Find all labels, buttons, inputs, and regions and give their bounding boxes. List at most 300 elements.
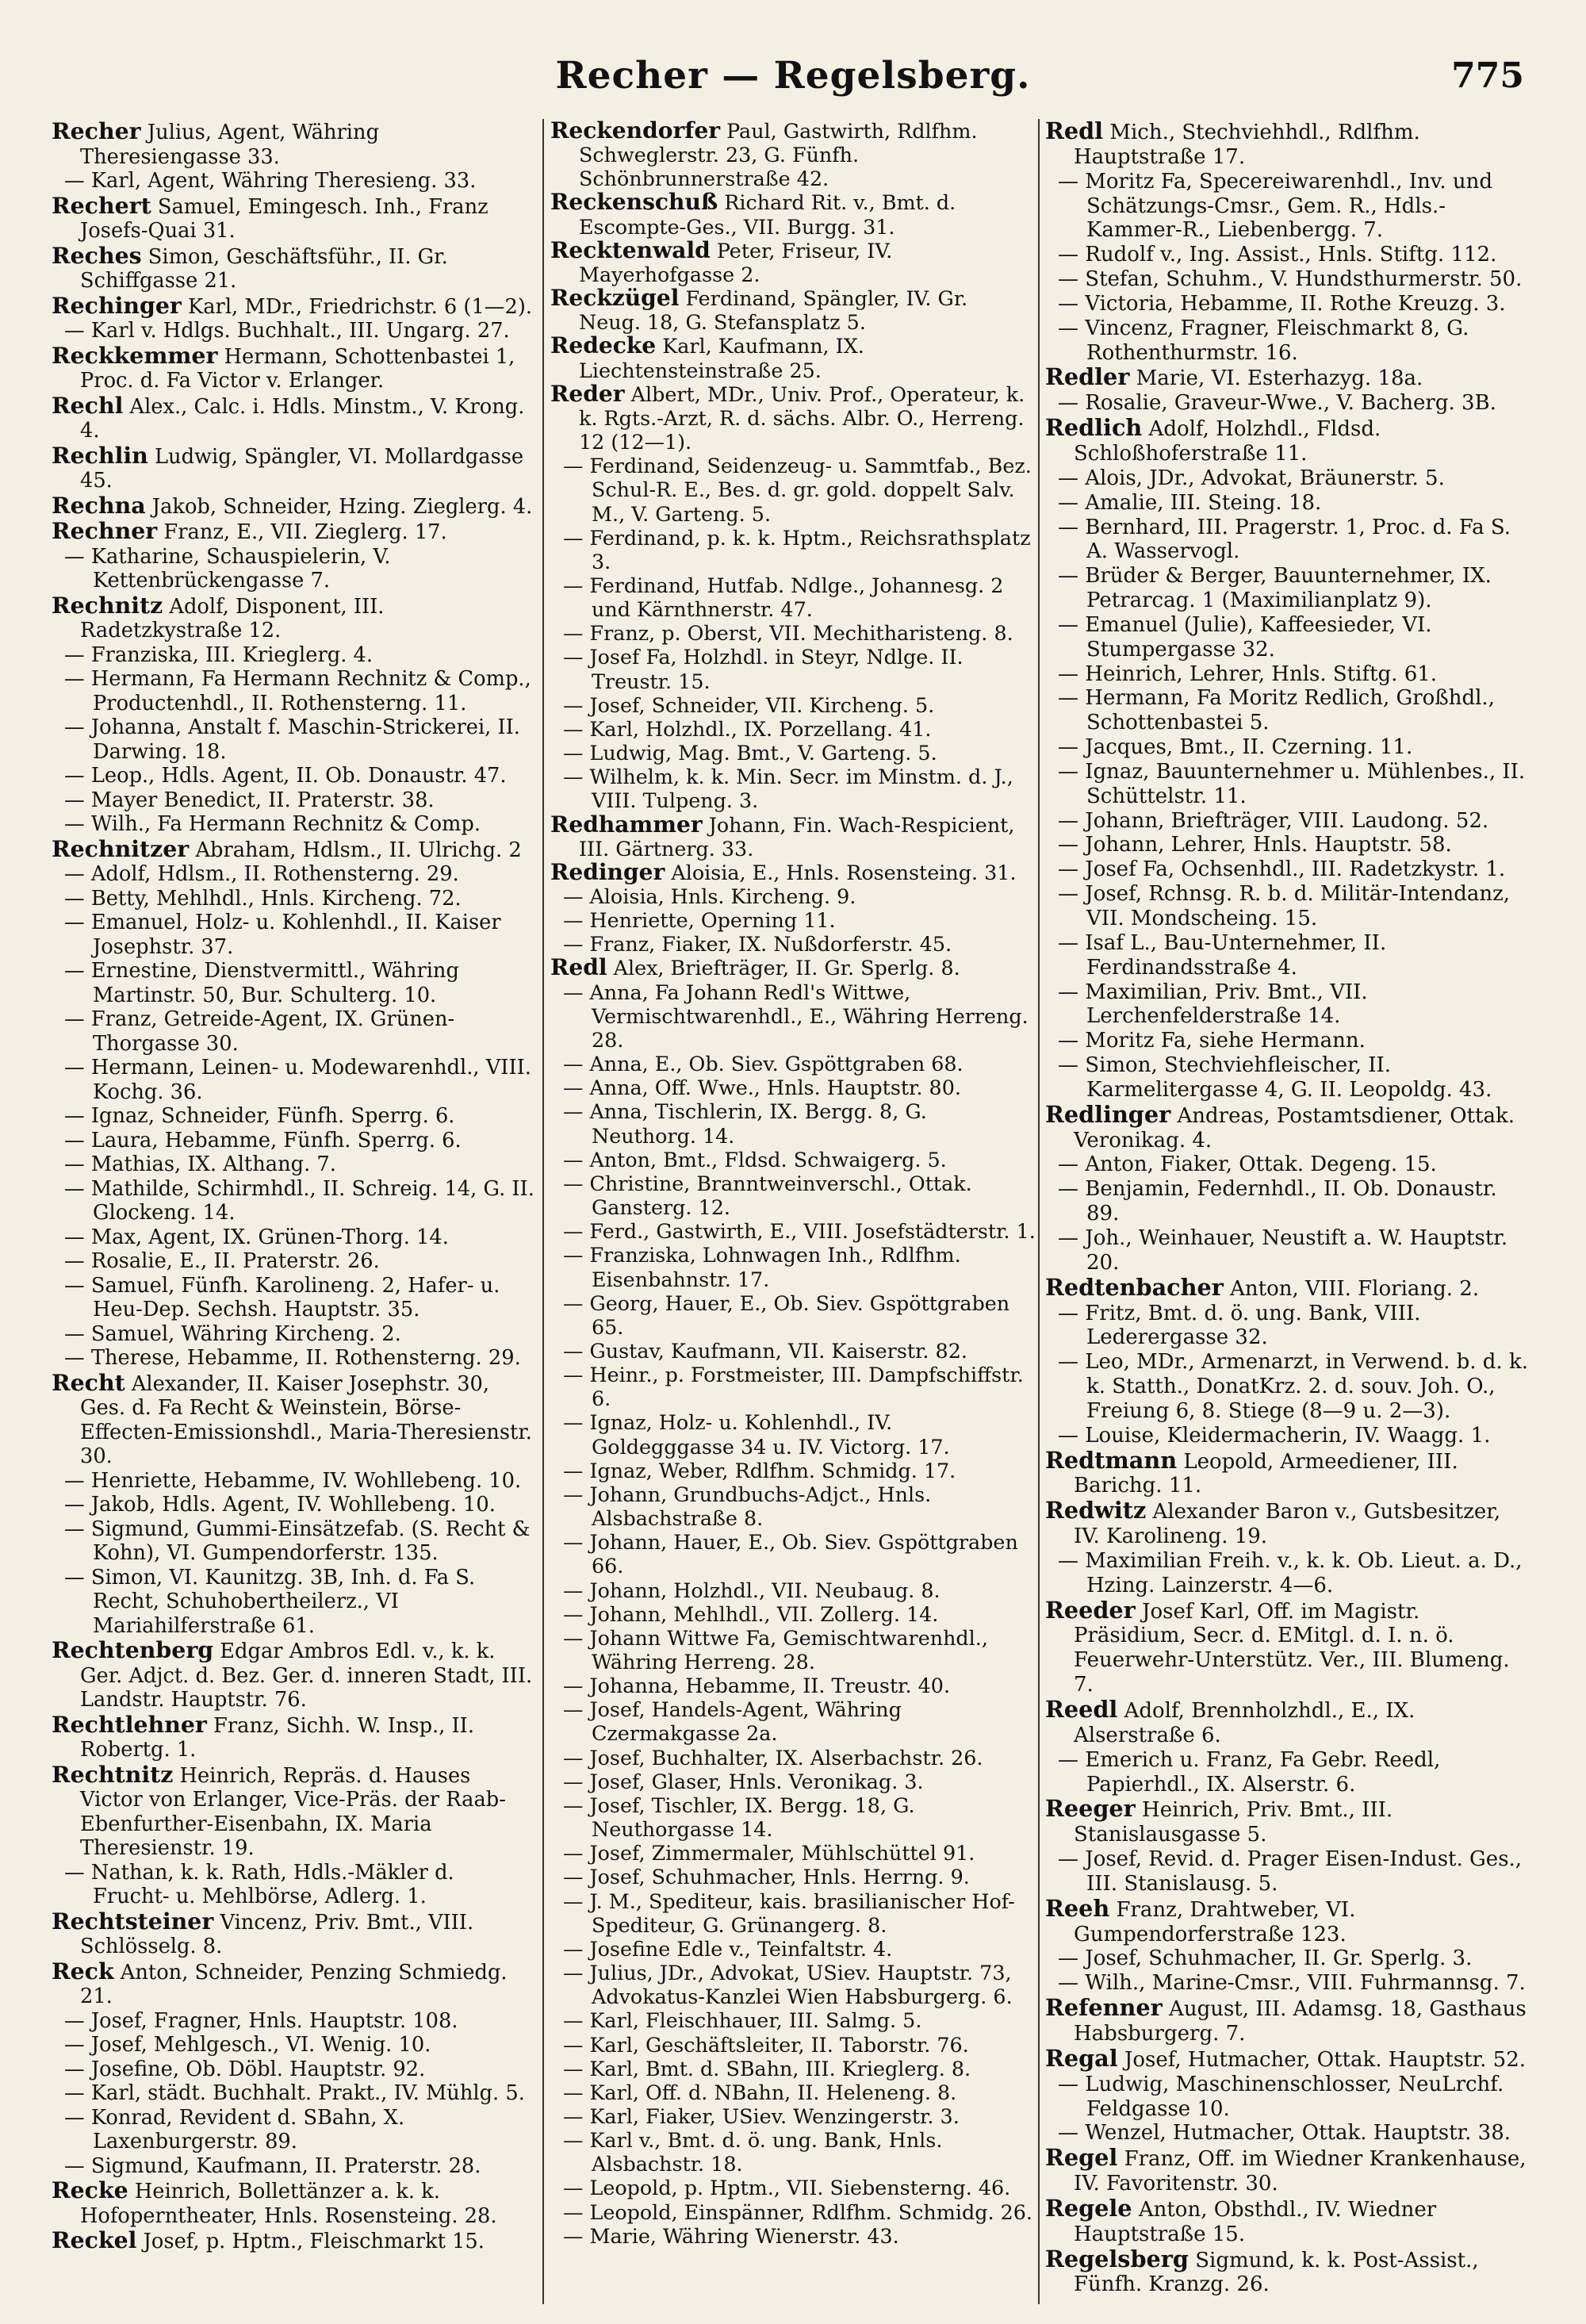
entry-details: — Johann, Hauer, E., Ob. Siev. Gspöttgraben 66. (563, 1530, 1018, 1578)
directory-entry (1045, 1946, 1532, 1971)
entry-details: — Ignaz, Weber, Rdlfhm. Schmidg. 17. (563, 1458, 956, 1482)
entry-details: Josef, p. Hptm., Fleischmarkt 15. (136, 2230, 485, 2253)
directory-entry (52, 1959, 537, 2009)
directory-entry (1045, 2073, 1532, 2122)
directory-entry (52, 1909, 537, 1959)
entry-details: Alex., Calc. i. Hdls. Minstm., V. Krong. 4. (80, 394, 525, 443)
directory-entry (1045, 2121, 1532, 2146)
directory-entry (52, 1346, 537, 1371)
entry-details: Albert, MDr., Univ. Prof., Operateur, k. k. Rgts.-Arzt, R. d. sächs. Albr. O., Herreng. 12 (12—1). (579, 382, 1025, 454)
entry-details: — Ignaz, Holz- u. Kohlenhdl., IV. Goldegggasse 34 u. IV. Victorg. 17. (563, 1410, 950, 1459)
directory-entry (1045, 1029, 1532, 1053)
entry-details: Jakob, Schneider, Hzing. Zieglerg. 4. (145, 494, 533, 519)
directory-entry (550, 2104, 1036, 2128)
entry-details: — Marie, Währing Wienerstr. 43. (563, 2223, 899, 2248)
directory-entry (1045, 365, 1532, 391)
entry-surname: Redl (550, 954, 607, 981)
directory-entry (550, 1961, 1036, 2008)
entry-details: Heinrich, Bollettänzer a. k. k. Hofoperntheater, Hnls. Rosensteing. 28. (80, 2180, 497, 2228)
directory-entry (550, 1889, 1036, 1937)
entry-details: — Josef, Schuhmacher, Hnls. Herrng. 9. (563, 1865, 970, 1889)
directory-entry (52, 1249, 537, 1274)
entry-details: — Gustav, Kaufmann, VII. Kaiserstr. 82. (563, 1338, 967, 1363)
directory-entry (52, 393, 537, 443)
directory-entry (52, 1322, 537, 1347)
entry-surname: Redlinger (1045, 1100, 1171, 1128)
entry-details: — Jacques, Bmt., II. Czerning. 11. (1058, 735, 1413, 760)
entry-details: — Aloisia, Hnls. Kircheng. 9. (563, 884, 856, 908)
entry-details: — Josef, Mehlgesch., VI. Wenig. 10. (64, 2033, 431, 2057)
entry-details: — Maximilian Freih. v., k. k. Ob. Lieut. a. D., Hzing. Lainzerstr. 4—6. (1058, 1548, 1523, 1597)
entry-details: — Rosalie, E., II. Praterstr. 26. (64, 1249, 380, 1273)
directory-entry (52, 764, 537, 788)
directory-entry (1045, 931, 1532, 980)
entry-details: Alexander, II. Kaiser Josephstr. 30, Ges. d. Fa Recht & Weinstein, Börse-Effecten-Emissionshdl., Maria-Theresienstr. 30. (80, 1371, 532, 1468)
directory-entry (1045, 1100, 1532, 1153)
directory-entry (52, 191, 537, 244)
entry-details: — Simon, Stechviehfleischer, II. Karmelitergasse 4, G. II. Leopoldg. 43. (1058, 1053, 1492, 1102)
entry-details: — Simon, VI. Kaunitzg. 3B, Inh. d. Fa S. Recht, Schuhobertheilerz., VI Mariahilferstraße 61. (64, 1565, 476, 1638)
directory-entry (1045, 1847, 1532, 1896)
entry-surname: Regel (1045, 2144, 1118, 2172)
directory-entry (52, 443, 537, 493)
directory-entry (1045, 466, 1532, 491)
directory-entry (1045, 1448, 1532, 1499)
entry-details: — Josef Fa, Ochsenhdl., III. Radetzkystr. 1. (1058, 857, 1506, 882)
entry-details: — Hermann, Leinen- u. Modewarenhdl., VIII. Kochg. 36. (64, 1056, 531, 1104)
directory-entry (550, 1219, 1036, 1243)
entry-details: — Wenzel, Hutmacher, Ottak. Hauptstr. 38. (1058, 2121, 1511, 2146)
entry-details: Anton, Obsthdl., IV. Wiedner Hauptstraße 15. (1074, 2197, 1437, 2246)
directory-entry (52, 493, 537, 520)
directory-entry (550, 1674, 1036, 1697)
entry-surname: Recktenwald (550, 236, 711, 263)
directory-entry (52, 1056, 537, 1104)
entry-surname: Reckendorfer (550, 119, 721, 144)
directory-entry (550, 693, 1036, 717)
directory-entry (550, 1076, 1036, 1099)
entry-details: Adolf, Holzhdl., Fldsd. Schloßhoferstraße 11. (1074, 417, 1381, 466)
entry-details: — Karl, Agent, Währing Theresieng. 33. (64, 169, 477, 193)
directory-entry (52, 643, 537, 668)
directory-entry (52, 593, 537, 643)
entry-details: — Josef, Revid. d. Prager Eisen-Indust. Ges., III. Stanislausg. 5. (1058, 1847, 1523, 1896)
directory-entry (1045, 1549, 1532, 1598)
directory-entry (550, 717, 1036, 741)
directory-entry (1045, 1350, 1532, 1424)
entry-details: — Louise, Kleidermacherin, IV. Waagg. 1. (1058, 1423, 1491, 1448)
entry-surname: Reckenschuß (550, 189, 718, 216)
directory-entry (52, 911, 537, 959)
entry-details: Paul, Gastwirth, Rdlfhm. Schweglerstr. 23, G. Fünfh. Schönbrunnerstraße 42. (579, 119, 978, 191)
directory-entry (1045, 1797, 1532, 1847)
directory-entry (52, 2228, 537, 2254)
entry-details: — Adolf, Hdlsm., II. Rothensterng. 29. (64, 862, 459, 886)
directory-entry (52, 788, 537, 813)
directory-entry (52, 1225, 537, 1250)
entry-surname: Redler (1045, 363, 1130, 391)
column-divider (542, 119, 544, 2304)
directory-entry (1045, 1226, 1532, 1275)
entry-surname: Redecke (550, 332, 657, 359)
directory-entry (550, 1937, 1036, 1961)
entry-surname: Rechl (52, 391, 124, 419)
directory-entry (550, 1291, 1036, 1339)
entry-surname: Redl (1045, 119, 1104, 144)
entry-details: — Franz, Fiaker, IX. Nußdorferstr. 45. (563, 932, 952, 957)
entry-details: Adolf, Disponent, III. Radetzkystraße 12. (80, 594, 385, 642)
entry-details: Richard Rit. v., Bmt. d. Escompte-Ges., VII. Burgg. 31. (579, 190, 956, 239)
entry-details: — Leo, MDr., Armenarzt, in Verwend. b. d. k. k. Statth., DonatKrz. 2. d. souv. Joh. O., Freiung 6, 8. Stiege (8—9 u. 2—3). (1058, 1350, 1528, 1423)
directory-entry (550, 454, 1036, 525)
entry-details: — Stefan, Schuhm., V. Hundsthurmerstr. 50. (1058, 267, 1523, 292)
entry-details: — J. M., Spediteur, kais. brasilianischer Hof-Spediteur, G. Grünangerg. 8. (563, 1889, 1015, 1937)
directory-entry (1045, 1275, 1532, 1302)
entry-surname: Rechnitz (52, 591, 163, 619)
entry-details: — Moritz Fa, siehe Hermann. (1058, 1029, 1366, 1053)
directory-entry (1045, 516, 1532, 565)
entry-details: — Josef, Glaser, Hnls. Veronikag. 3. (563, 1769, 924, 1793)
directory-entry (1045, 292, 1532, 316)
directory-entry (52, 1762, 537, 1861)
entry-details: — Emanuel, Holz- u. Kohlenhdl., II. Kaiser Josephstr. 37. (64, 911, 501, 959)
directory-entry (1045, 491, 1532, 516)
entry-details: — Maximilian, Priv. Bmt., VII. Lerchenfelderstraße 14. (1058, 980, 1368, 1029)
directory-entry (52, 1517, 537, 1566)
entry-details: — Franz, p. Oberst, VII. Mechitharisteng. 8. (563, 621, 1013, 646)
directory-entry (550, 621, 1036, 645)
entry-details: Johann, Fin. Wach-Respicient, III. Gärtnerg. 33. (579, 812, 1015, 861)
directory-entry (550, 1865, 1036, 1889)
directory-entry (1045, 416, 1532, 466)
entry-surname: Reckzügel (550, 285, 680, 312)
directory-entry (52, 812, 537, 837)
entry-details: Aloisia, E., Hnls. Rosensteing. 31. (665, 860, 1017, 884)
entry-details: — Georg, Hauer, E., Ob. Siev. Gspöttgraben 65. (563, 1290, 1010, 1339)
directory-entry (52, 1638, 537, 1712)
entry-surname: Redlich (1045, 414, 1143, 442)
directory-entry (52, 519, 537, 545)
directory-entry (550, 2057, 1036, 2080)
entry-surname: Regele (1045, 2194, 1132, 2222)
directory-entry (52, 2057, 537, 2082)
entry-surname: Rechtsteiner (52, 1907, 214, 1935)
page-header (0, 32, 1586, 111)
entry-details: — Josef, Rchnsg. R. b. d. Militär-Intendanz, VII. Mondscheing. 15. (1058, 882, 1511, 930)
directory-entry (550, 1530, 1036, 1578)
page-number: 775 (1451, 56, 1524, 96)
entry-details: Alex, Briefträger, II. Gr. Sperlg. 8. (607, 956, 960, 980)
entry-details: — Josefine, Ob. Döbl. Hauptstr. 92. (64, 2057, 426, 2081)
directory-entry (550, 884, 1036, 908)
entry-surname: Reck (52, 1957, 114, 1985)
entry-details: — Josef, Fragner, Hnls. Hauptstr. 108. (64, 2008, 458, 2033)
page-title: Recher — Regelsberg. (555, 54, 1031, 98)
directory-entry (550, 2033, 1036, 2057)
entry-details: — Rosalie, Graveur-Wwe., V. Bacherg. 3B. (1058, 391, 1496, 416)
directory-entry (1045, 119, 1532, 170)
directory-entry (1045, 882, 1532, 931)
directory-entry (550, 2200, 1036, 2224)
directory-entry (52, 1152, 537, 1177)
entry-details: August, III. Adamsg. 18, Gasthaus Habsburgerg. 7. (1074, 1997, 1527, 2046)
column-divider (1038, 119, 1040, 2304)
entry-details: — Johann Wittwe Fa, Gemischtwarenhdl., Währing Herreng. 28. (563, 1625, 988, 1674)
entry-details: Franz, Off. im Wiedner Krankenhause, IV. Favoritenstr. 30. (1074, 2147, 1527, 2196)
directory-entry (52, 1274, 537, 1322)
entry-details: — Laura, Hebamme, Fünfh. Sperrg. 6. (64, 1128, 462, 1152)
entry-details: Leopold, Armeediener, III. Barichg. 11. (1074, 1449, 1458, 1498)
entry-details: — Heinr., p. Forstmeister, III. Dampfschiffstr. 6. (563, 1363, 1024, 1411)
entry-details: Hermann, Schottenbastei 1, Proc. d. Fa Victor v. Erlanger. (80, 344, 515, 393)
directory-entry (1045, 2046, 1532, 2073)
entry-details: Andreas, Postamtsdiener, Ottak. Veronikag. 4. (1074, 1103, 1515, 1152)
entry-details: — Mathias, IX. Althang. 7. (64, 1152, 336, 1176)
entry-details: Abraham, Hdlsm., II. Ulrichg. 2 (189, 838, 522, 862)
entry-details: — Ludwig, Maschinenschlosser, NeuLrchf. Feldgasse 10. (1058, 2072, 1504, 2121)
directory-entry (1045, 2196, 1532, 2247)
entry-details: Alexander Baron v., Gutsbesitzer, IV. Karolineng. 19. (1074, 1500, 1501, 1549)
entry-details: Josef Karl, Off. im Magistr. Präsidium, Secr. d. EMitgl. d. I. n. ö. Feuerwehr-Unterstütz. Ver., III. Blumeng. 7. (1074, 1599, 1510, 1697)
directory-entry (550, 1243, 1036, 1290)
directory-entry (1045, 735, 1532, 760)
entry-details: — Bernhard, III. Pragerstr. 1, Proc. d. Fa S. A. Wasservogl. (1058, 515, 1511, 564)
directory-entry (1045, 170, 1532, 244)
directory-entry (550, 1482, 1036, 1530)
directory-entry (550, 119, 1036, 190)
entry-details: — Johann, Holzhdl., VII. Neubaug. 8. (563, 1578, 940, 1602)
entry-details: — Emerich u. Franz, Fa Gebr. Reedl, Papierhdl., IX. Alserstr. 6. (1058, 1747, 1441, 1797)
directory-entry (550, 2128, 1036, 2176)
directory-entry (52, 2081, 537, 2106)
entry-details: — Karl, Fleischhauer, III. Salmg. 5. (563, 2008, 922, 2033)
entry-details: — Johanna, Hebamme, II. Treustr. 40. (563, 1674, 951, 1698)
entry-surname: Reches (52, 241, 142, 269)
entry-details: — Johanna, Anstalt f. Maschin-Strickerei, II. Darwing. 18. (64, 715, 520, 764)
entry-surname: Rechtenberg (52, 1636, 214, 1663)
entry-surname: Rechinger (52, 291, 182, 319)
directory-entry (550, 645, 1036, 692)
entry-details: Vincenz, Priv. Bmt., VIII. Schlösselg. 8. (80, 1910, 474, 1958)
entry-details: Karl, Kaufmann, IX. Liechtensteinstraße 25. (579, 334, 864, 382)
directory-entry (1045, 2247, 1532, 2298)
entry-details: — Anna, Fa Johann Redl's Wittwe, Vermischtwarenhdl., E., Währing Herreng. 28. (563, 980, 1029, 1052)
entry-details: Anton, Schneider, Penzing Schmiedg. 21. (80, 1960, 508, 2008)
entry-details: — Vincenz, Fragner, Fleischmarkt 8, G. Rothenthurmstr. 16. (1058, 316, 1469, 365)
entry-surname: Recht (52, 1368, 125, 1396)
entry-surname: Redtenbacher (1045, 1273, 1224, 1301)
entry-details: Franz, Drahtweber, VI. Gumpendorferstraße 123. (1074, 1897, 1356, 1946)
directory-entry (550, 1626, 1036, 1674)
entry-details: — Karl, Fiaker, USiev. Wenzingerstr. 3. (563, 2103, 960, 2128)
directory-entry (550, 1363, 1036, 1410)
directory-entry (1045, 1053, 1532, 1103)
directory-entry (52, 1177, 537, 1225)
directory-entry (550, 1841, 1036, 1865)
entry-details: — Karl, Off. d. NBahn, II. Heleneng. 8. (563, 2080, 957, 2104)
directory-entry (1045, 1996, 1532, 2046)
directory-entry (1045, 1177, 1532, 1226)
entry-surname: Rechner (52, 517, 158, 544)
entry-details: — Karl, Holzhdl., IX. Porzellang. 41. (563, 716, 932, 741)
entry-details: — Mathilde, Schirmhdl., II. Schreig. 14, G. II. Glockeng. 14. (64, 1176, 534, 1225)
entry-details: — Josef, Tischler, IX. Bergg. 18, G. Neuthorgasse 14. (563, 1793, 915, 1842)
directory-entry (1045, 267, 1532, 292)
entry-surname: Redinger (550, 858, 665, 885)
column-right (1045, 119, 1532, 2308)
entry-surname: Rechlin (52, 441, 148, 469)
directory-entry (550, 765, 1036, 812)
directory-entry (52, 545, 537, 593)
entry-surname: Reckel (52, 2226, 137, 2253)
directory-entry (52, 1712, 537, 1762)
entry-details: — Leopold, p. Hptm., VII. Siebensterng. 46. (563, 2176, 1011, 2200)
directory-entry (52, 1007, 537, 1056)
entry-details: — Karl, städt. Buchhalt. Prakt., IV. Mühlg. 5. (64, 2081, 525, 2105)
entry-details: — Jakob, Hdls. Agent, IV. Wohllebeng. 10. (64, 1493, 496, 1517)
directory-entry (1045, 760, 1532, 809)
directory-entry (550, 526, 1036, 573)
directory-entry (550, 1746, 1036, 1770)
entry-details: — Max, Agent, IX. Grünen-Thorg. 14. (64, 1225, 449, 1249)
entry-details: — Anton, Bmt., Fldsd. Schwaigerg. 5. (563, 1147, 947, 1172)
directory-entry (1045, 243, 1532, 267)
entry-details: — Samuel, Fünfh. Karolineng. 2, Hafer- u. Heu-Dep. Sechsh. Hauptstr. 35. (64, 1273, 500, 1321)
directory-entry (52, 2106, 537, 2154)
entry-details: — Ferdinand, Seidenzeug- u. Sammtfab., Bez. Schul-R. E., Bes. d. gr. gold. doppelt Salv. M., V. Garteng. 5. (563, 454, 1032, 526)
entry-details: — Karl v. Hdlgs. Buchhalt., III. Ungarg. 27. (64, 319, 510, 343)
entry-details: — Christine, Branntweinverschl., Ottak. Gansterg. 12. (563, 1171, 972, 1220)
directory-entry (550, 382, 1036, 454)
directory-entry (550, 286, 1036, 334)
directory-entry (1045, 2146, 1532, 2196)
entry-details: Franz, Sichh. W. Insp., II. Robertg. 1. (80, 1713, 474, 1762)
directory-entry (550, 2080, 1036, 2104)
entry-details: — Wilhelm, k. k. Min. Secr. im Minstm. d. J., VIII. Tulpeng. 3. (563, 765, 1013, 813)
entry-details: — Alois, JDr., Advokat, Bräunerstr. 5. (1058, 466, 1445, 490)
entry-details: — Victoria, Hebamme, II. Rothe Kreuzg. 3. (1058, 291, 1506, 316)
entry-details: — Franz, Getreide-Agent, IX. Grünen-Thorgasse 30. (64, 1007, 455, 1056)
entry-details: — Franziska, Lohnwagen Inh., Rdlfhm. Eisenbahnstr. 17. (563, 1243, 961, 1291)
entry-details: — Ferd., Gastwirth, E., VIII. Josefstädterstr. 1. (563, 1219, 1036, 1244)
directory-entry (52, 1368, 537, 1469)
directory-entry (52, 1493, 537, 1517)
directory-entry (550, 980, 1036, 1052)
directory-entry (1045, 833, 1532, 857)
directory-entry (52, 834, 537, 863)
entry-details: — Josef, Schuhmacher, II. Gr. Sperlg. 3. (1058, 1946, 1473, 1971)
entry-details: — Wilh., Fa Hermann Rechnitz & Comp. (64, 812, 481, 836)
entry-details: — Moritz Fa, Specereiwarenhdl., Inv. und Schätzungs-Cmsr., Gem. R., Hdls.-Kammer-R., Liebenbergg. 7. (1058, 169, 1493, 243)
directory-entry (1045, 1598, 1532, 1697)
directory-entry (52, 1129, 537, 1153)
directory-entry (1045, 1697, 1532, 1748)
entry-details: — Anton, Fiaker, Ottak. Degeng. 15. (1058, 1152, 1437, 1177)
directory-entry (52, 667, 537, 715)
entry-details: Mich., Stechviehhdl., Rdlfhm. Hauptstraße 17. (1074, 121, 1420, 169)
entry-details: — Heinrich, Lehrer, Hnls. Stiftg. 61. (1058, 662, 1438, 686)
entry-surname: Redhammer (550, 811, 703, 838)
entry-details: — Hermann, Fa Moritz Redlich, Großhdl., Schottenbastei 5. (1058, 686, 1495, 735)
directory-entry (550, 236, 1036, 286)
directory-entry (550, 573, 1036, 621)
entry-details: — Josef, Buchhalter, IX. Alserbachstr. 26. (563, 1745, 983, 1770)
entry-details: Julius, Agent, Währing Theresiengasse 33. (80, 121, 380, 169)
entry-details: Karl, MDr., Friedrichstr. 6 (1—2). (181, 294, 533, 319)
entry-details: — Samuel, Währing Kircheng. 2. (64, 1321, 401, 1346)
directory-entry (1045, 1971, 1532, 1996)
entry-details: — Wilh., Marine-Cmsr., VIII. Fuhrmannsg. 7. (1058, 1971, 1526, 1996)
directory-entry (1045, 809, 1532, 834)
entry-surname: Reckkemmer (52, 341, 218, 369)
entry-details: — Therese, Hebamme, II. Rothensterng. 29. (64, 1346, 521, 1370)
directory-entry (550, 1339, 1036, 1363)
directory-entry (550, 2176, 1036, 2199)
directory-entry (52, 1861, 537, 1909)
entry-details: — Karl, Geschäftsleiter, II. Taborstr. 76. (563, 2032, 969, 2057)
entry-details: Simon, Geschäftsführ., II. Gr. Schiffgasse 21. (80, 244, 448, 293)
entry-details: — Karl v., Bmt. d. ö. ung. Bank, Hnls. Alsbachstr. 18. (563, 2128, 943, 2176)
entry-details: — Julius, JDr., Advokat, USiev. Hauptstr. 73, Advokatus-Kanzlei Wien Habsburgerg. 6. (563, 1961, 1013, 2009)
entry-details: Ferdinand, Spängler, IV. Gr. Neug. 18, G. Stefansplatz 5. (579, 286, 968, 335)
directory-entry (52, 1104, 537, 1129)
entry-surname: Reder (550, 380, 625, 407)
directory-entry (1045, 857, 1532, 882)
entry-details: Marie, VI. Esterhazyg. 18a. (1129, 366, 1423, 391)
entry-details: — Henriette, Hebamme, IV. Wohllebeng. 10. (64, 1468, 522, 1493)
directory-entry (550, 334, 1036, 382)
entry-details: — Josefine Edle v., Teinfaltstr. 4. (563, 1936, 893, 1961)
directory-entry (1045, 1748, 1532, 1797)
directory-entry (52, 887, 537, 911)
entry-details: Peter, Friseur, IV. Mayerhofgasse 2. (579, 238, 893, 286)
directory-entry (550, 190, 1036, 238)
entry-details: — Katharine, Schauspielerin, V. Kettenbrückengasse 7. (64, 544, 391, 593)
entry-details: — Konrad, Revident d. SBahn, X. Laxenburgerstr. 89. (64, 2105, 405, 2153)
entry-details: — Brüder & Berger, Bauunternehmer, IX. Petrarcag. 1 (Maximilianplatz 9). (1058, 564, 1492, 613)
directory-entry (52, 862, 537, 887)
entry-details: — Sigmund, Gummi-Einsätzefab. (S. Recht & Kohn), VI. Gumpendorferstr. 135. (64, 1517, 531, 1565)
directory-entry (550, 908, 1036, 932)
directory-entry (550, 1578, 1036, 1602)
entry-details: — Johann, Lehrer, Hnls. Hauptstr. 58. (1058, 833, 1452, 857)
entry-surname: Redwitz (1045, 1497, 1147, 1524)
directory-entry (1045, 662, 1532, 687)
entry-surname: Rechna (52, 491, 146, 519)
entry-details: — Amalie, III. Steing. 18. (1058, 490, 1322, 515)
directory-entry (52, 2033, 537, 2057)
entry-details: — Mayer Benedict, II. Praterstr. 38. (64, 788, 435, 812)
entry-details: — Leopold, Einspänner, Rdlfhm. Schmidg. 26. (563, 2199, 1032, 2224)
entry-details: Edgar Ambros Edl. v., k. k. Ger. Adjct. d. Bez. Ger. d. inneren Stadt, III. Landstr. Hauptstr. 76. (80, 1639, 533, 1712)
entry-surname: Regal (1045, 2044, 1118, 2072)
entry-surname: Rechtlehner (52, 1710, 207, 1738)
directory-entry (550, 956, 1036, 980)
directory-entry (52, 1469, 537, 1494)
entry-details: Anton, VIII. Floriang. 2. (1223, 1276, 1480, 1301)
directory-entry (52, 1566, 537, 1639)
directory-entry (550, 1770, 1036, 1793)
directory-entry (52, 343, 537, 393)
directory-entry (1045, 564, 1532, 613)
directory-entry (550, 932, 1036, 956)
entry-details: — Henriette, Operning 11. (563, 908, 836, 933)
entry-details: — Ernestine, Dienstvermittl., Währing Martinstr. 50, Bur. Schulterg. 10. (64, 959, 459, 1007)
directory-entry (550, 1697, 1036, 1745)
directory-entry (52, 241, 537, 293)
entry-surname: Rechtnitz (52, 1760, 174, 1788)
entry-details: — Leop., Hdls. Agent, II. Ob. Donaustr. 47. (64, 764, 507, 788)
